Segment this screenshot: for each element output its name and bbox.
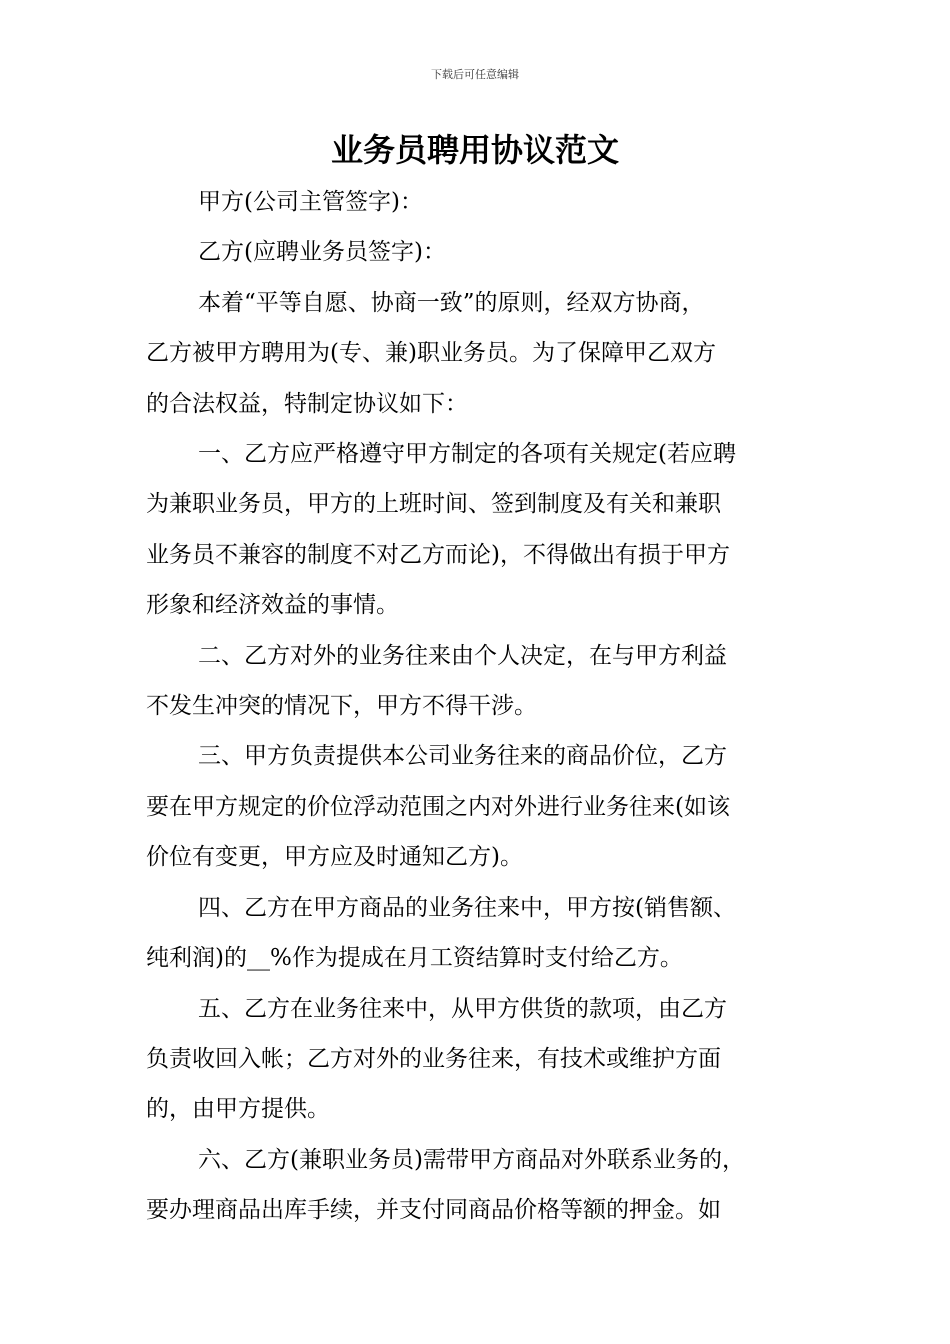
paragraph-line: 一、乙方应严格遵守甲方制定的各项有关规定(若应聘 (198, 441, 736, 468)
paragraph-line: 价位有变更，甲方应及时通知乙方)。 (146, 844, 523, 871)
paragraph-line: 四、乙方在甲方商品的业务往来中，甲方按(销售额、 (198, 894, 736, 921)
document-title: 业务员聘用协议范文 (330, 131, 619, 169)
document-body (146, 177, 818, 1236)
paragraph-line: 业务员不兼容的制度不对乙方而论)，不得做出有损于甲方 (146, 541, 730, 568)
header-note: 下载后可任意编辑 (431, 68, 519, 81)
party-a-signature-line: 甲方(公司主管签字)： (198, 189, 423, 215)
paragraph-line: 的合法权益，特制定协议如下： (146, 390, 468, 417)
paragraph-clause-5 (146, 984, 818, 1135)
paragraph-clause-6 (146, 1135, 818, 1236)
paragraph-line: 不发生冲突的情况下，甲方不得干涉。 (146, 693, 537, 720)
paragraph-line: 本着“平等自愿、协商一致”的原则，经双方协商， (198, 289, 705, 316)
paragraph-line: 的，由甲方提供。 (146, 1096, 330, 1123)
paragraph-clause-2 (146, 631, 818, 732)
paragraph-line: 二、乙方对外的业务往来由个人决定，在与甲方利益 (198, 642, 727, 669)
paragraph-clause-1 (146, 429, 818, 631)
paragraph-line: 要在甲方规定的价位浮动范围之内对外进行业务往来(如该 (146, 793, 730, 820)
paragraph-line: 形象和经济效益的事情。 (146, 592, 399, 619)
paragraph-clause-3 (146, 731, 818, 882)
paragraph-line: 要办理商品出库手续，并支付同商品价格等额的押金。如 (146, 1197, 721, 1224)
paragraph-line: 乙方被甲方聘用为(专、兼)职业务员。为了保障甲乙双方 (146, 340, 716, 367)
paragraph-line: 六、乙方(兼职业务员)需带甲方商品对外联系业务的， (198, 1146, 745, 1173)
paragraph-line: 五、乙方在业务往来中，从甲方供货的款项，由乙方 (198, 995, 727, 1022)
paragraph-line: 纯利润)的__%作为提成在月工资结算时支付给乙方。 (146, 945, 683, 972)
party-b-signature-line: 乙方(应聘业务员签字)： (198, 239, 446, 266)
paragraph-clause-4 (146, 883, 818, 984)
paragraph-line: 三、甲方负责提供本公司业务往来的商品价位，乙方 (198, 743, 727, 770)
paragraph-line: 负责收回入帐；乙方对外的业务往来，有技术或维护方面 (146, 1045, 721, 1072)
paragraph-preamble (146, 278, 818, 429)
paragraph-line: 为兼职业务员，甲方的上班时间、签到制度及有关和兼职 (146, 491, 721, 518)
